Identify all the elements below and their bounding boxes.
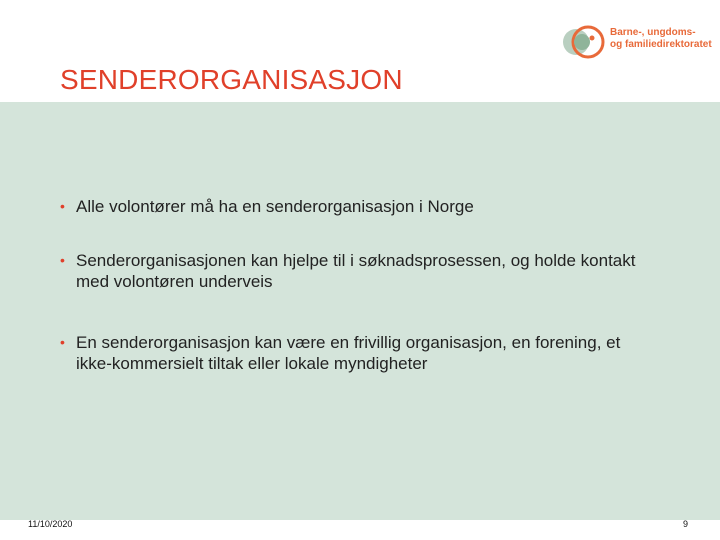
footer-date: 11/10/2020 xyxy=(28,519,73,529)
content-panel xyxy=(0,102,720,520)
logo-line-1: Barne-, ungdoms- xyxy=(610,27,696,38)
logo-mark-icon xyxy=(556,20,616,64)
bullet-text: Senderorganisasjonen kan hjelpe til i søknadsprosessen, og holde kontakt med volontøren underveis xyxy=(76,251,636,291)
page-number: 9 xyxy=(683,519,689,529)
bullet-item xyxy=(58,250,638,292)
bullet-icon: • xyxy=(60,334,65,350)
logo-text xyxy=(610,27,712,51)
bullet-icon: • xyxy=(60,252,65,268)
slide-title: SENDERORGANISASJON xyxy=(60,64,403,95)
bullet-icon: • xyxy=(60,198,65,214)
logo-line-2: og familiedirektoratet xyxy=(610,39,712,50)
bullet-item xyxy=(58,332,638,374)
bullet-text: En senderorganisasjon kan være en frivillig organisasjon, en forening, et ikke-kommersielt tiltak eller lokale myndigheter xyxy=(76,333,621,373)
bullet-text: Alle volontører må ha en senderorganisasjon i Norge xyxy=(76,197,474,216)
bullet-item xyxy=(58,196,638,217)
